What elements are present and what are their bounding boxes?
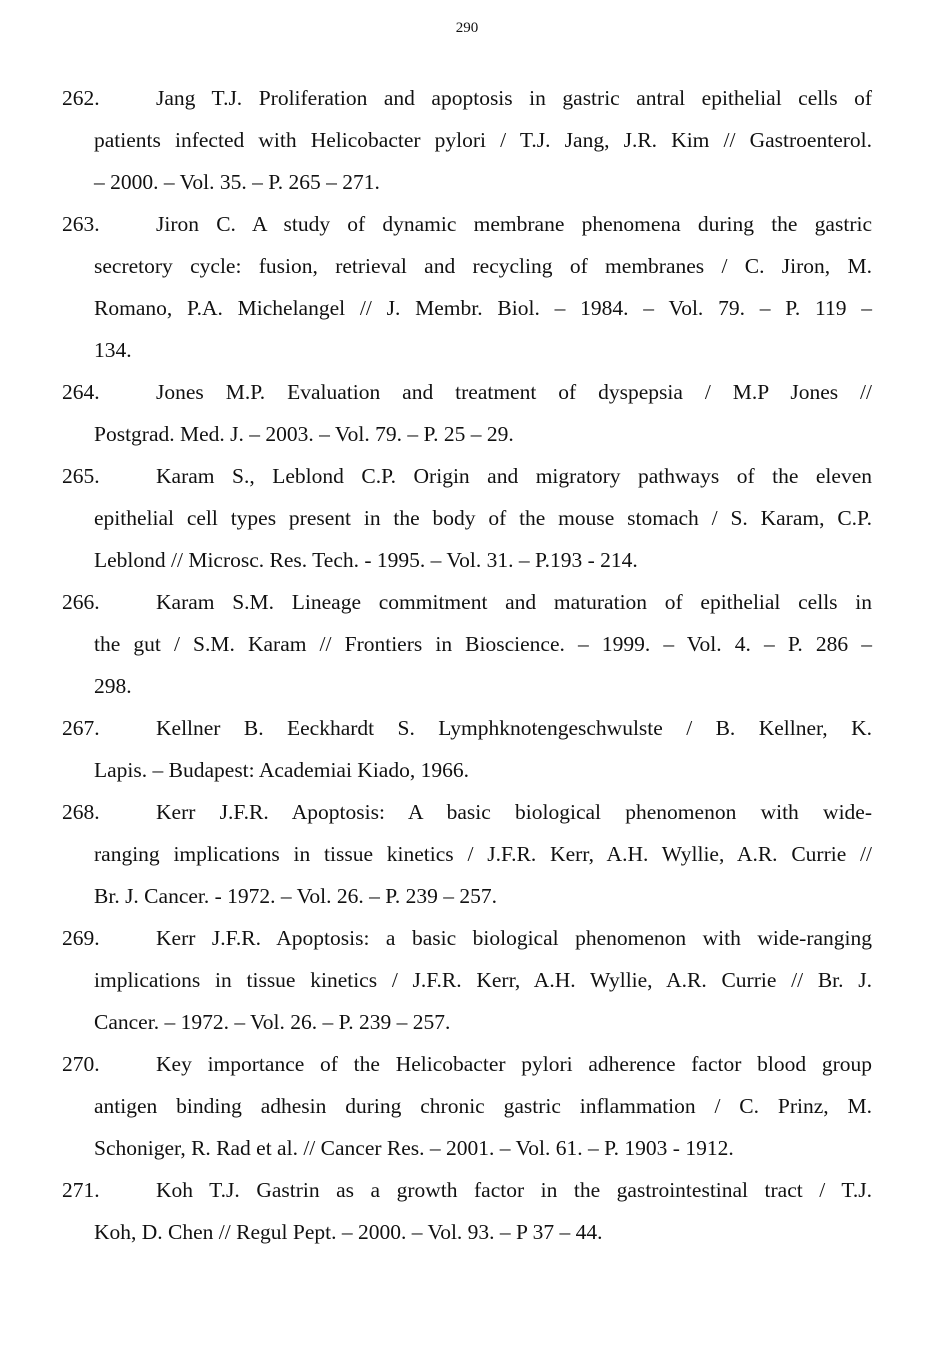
reference-number: 265. <box>62 464 100 488</box>
reference-item <box>62 203 872 371</box>
reference-item <box>62 917 872 1043</box>
reference-item <box>62 1169 872 1253</box>
reference-list <box>62 77 872 1253</box>
reference-first-line: Kerr J.F.R. Apoptosis: A basic biological phenomenon with wide- <box>156 800 872 824</box>
reference-first-line: Karam S., Leblond C.P. Origin and migratory pathways of the eleven <box>156 464 872 488</box>
reference-number: 267. <box>62 716 100 740</box>
reference-first-line: Key importance of the Helicobacter pylori adherence factor blood group <box>156 1052 872 1076</box>
reference-first-line: Kerr J.F.R. Apoptosis: a basic biological phenomenon with wide-ranging <box>156 926 872 950</box>
reference-line: Cancer. – 1972. – Vol. 26. – P. 239 – 257. <box>94 1010 451 1034</box>
reference-line: implications in tissue kinetics / J.F.R. Kerr, A.H. Wyllie, A.R. Currie // Br. J. <box>94 968 872 992</box>
reference-line: – 2000. – Vol. 35. – P. 265 – 271. <box>94 170 380 194</box>
reference-line: Koh, D. Chen // Regul Pept. – 2000. – Vol. 93. – P 37 – 44. <box>94 1220 603 1244</box>
reference-first-line: Kellner B. Eeckhardt S. Lymphknotengeschwulste / B. Kellner, K. <box>156 716 872 740</box>
reference-line: Leblond // Microsc. Res. Tech. - 1995. – Vol. 31. – P.193 - 214. <box>94 548 638 572</box>
page-number: 290 <box>455 20 479 36</box>
reference-line: ranging implications in tissue kinetics / J.F.R. Kerr, A.H. Wyllie, A.R. Currie // <box>94 842 872 866</box>
reference-line: epithelial cell types present in the body of the mouse stomach / S. Karam, C.P. <box>94 506 872 530</box>
reference-line: 298. <box>94 674 132 698</box>
reference-line: Postgrad. Med. J. – 2003. – Vol. 79. – P. 25 – 29. <box>94 422 514 446</box>
reference-line: patients infected with Helicobacter pylori / T.J. Jang, J.R. Kim // Gastroenterol. <box>94 128 872 152</box>
reference-first-line: Koh T.J. Gastrin as a growth factor in the gastrointestinal tract / T.J. <box>156 1178 872 1202</box>
reference-item <box>62 77 872 203</box>
reference-line: antigen binding adhesin during chronic gastric inflammation / C. Prinz, M. <box>94 1094 872 1118</box>
reference-line: secretory cycle: fusion, retrieval and recycling of membranes / C. Jiron, M. <box>94 254 872 278</box>
reference-item <box>62 371 872 455</box>
reference-line: the gut / S.M. Karam // Frontiers in Bioscience. – 1999. – Vol. 4. – P. 286 – <box>94 632 872 656</box>
reference-number: 263. <box>62 212 100 236</box>
reference-line: Lapis. – Budapest: Academiai Kiado, 1966. <box>94 758 469 782</box>
reference-item <box>62 707 872 791</box>
reference-number: 271. <box>62 1178 100 1202</box>
reference-number: 262. <box>62 86 100 110</box>
reference-line: Romano, P.A. Michelangel // J. Membr. Biol. – 1984. – Vol. 79. – P. 119 – <box>94 296 872 320</box>
reference-line: 134. <box>94 338 132 362</box>
reference-number: 270. <box>62 1052 100 1076</box>
reference-item <box>62 581 872 707</box>
reference-number: 269. <box>62 926 100 950</box>
reference-item <box>62 455 872 581</box>
reference-item <box>62 791 872 917</box>
reference-number: 266. <box>62 590 100 614</box>
reference-number: 264. <box>62 380 100 404</box>
reference-first-line: Jones M.P. Evaluation and treatment of dyspepsia / M.P Jones // <box>156 380 872 404</box>
reference-first-line: Jang T.J. Proliferation and apoptosis in gastric antral epithelial cells of <box>156 86 872 110</box>
reference-first-line: Jiron C. A study of dynamic membrane phenomena during the gastric <box>156 212 872 236</box>
reference-line: Br. J. Cancer. - 1972. – Vol. 26. – P. 239 – 257. <box>94 884 497 908</box>
reference-number: 268. <box>62 800 100 824</box>
reference-first-line: Karam S.M. Lineage commitment and maturation of epithelial cells in <box>156 590 872 614</box>
reference-item <box>62 1043 872 1169</box>
reference-line: Schoniger, R. Rad et al. // Cancer Res. – 2001. – Vol. 61. – P. 1903 - 1912. <box>94 1136 734 1160</box>
